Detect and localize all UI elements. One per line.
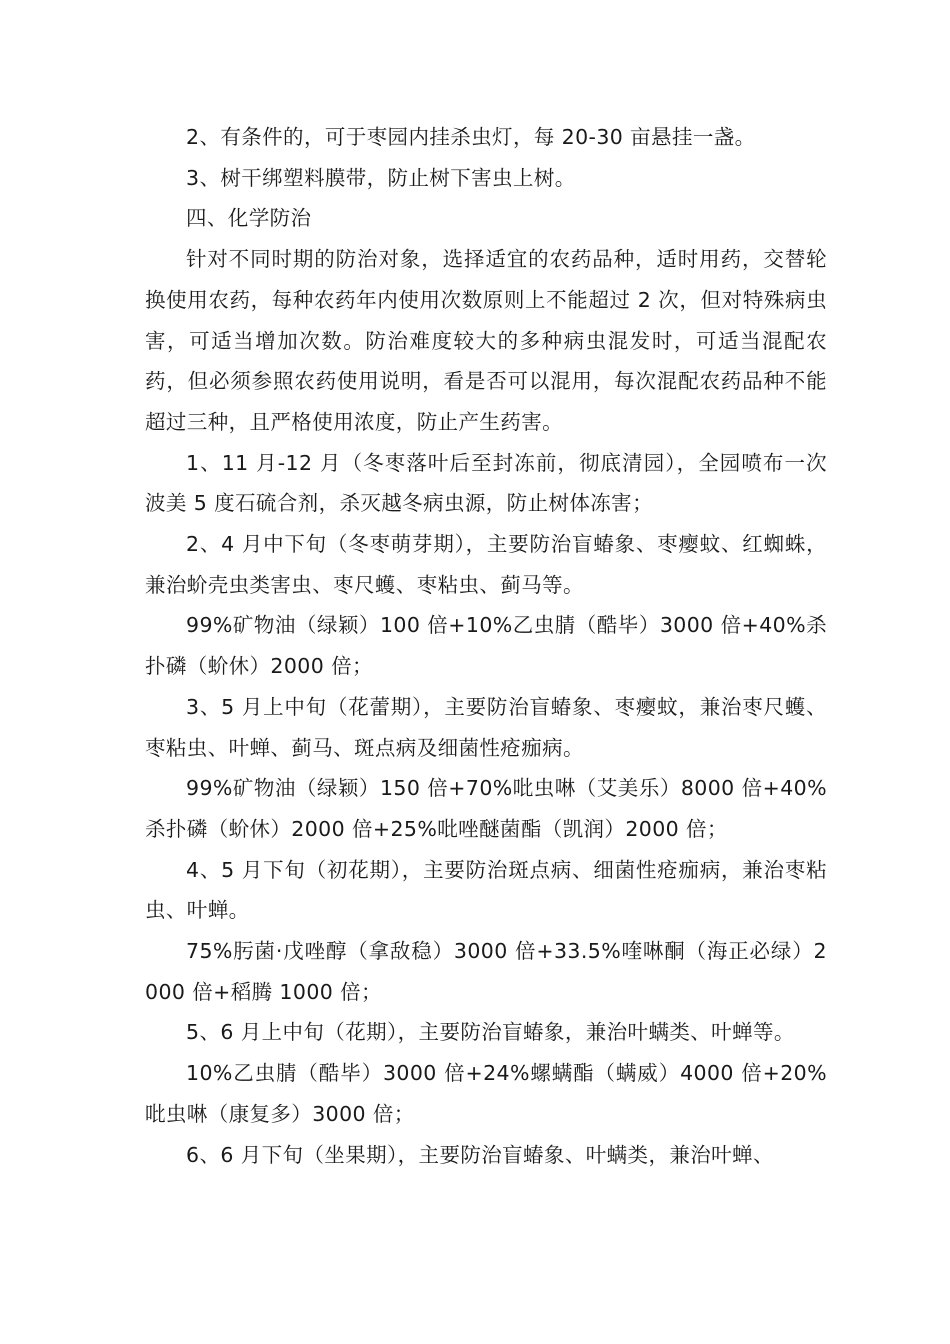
paragraph-insect-lamp: 2、有条件的，可于枣园内挂杀虫灯，每 20-30 亩悬挂一盏。 — [186, 125, 756, 149]
paragraph-step-1: 1、11 月-12 月（冬枣落叶后至封冻前，彻底清园），全园喷布一次波美 5 度石硫合剂，杀灭越冬病虫源，防止树体冻害； — [145, 450, 827, 516]
paragraph-chemical-intro: 针对不同时期的防治对象，选择适宜的农药品种，适时用药，交替轮换使用农药，每种农药年内使用次数原则上不能超过 2 次，但对特殊病虫害，可适当增加次数。防治难度较大的多种病虫混发时，可适当混配农药，但必须参照农药使用说明，看是否可以混用，每次混配农药品种不能超过三种，且严格使用浓度，防止产生药害。 — [145, 247, 827, 434]
paragraph-recipe-4: 75%肟菌·戊唑醇（拿敌稳）3000 倍+33.5%喹啉酮（海正必绿）2000 倍+稻腾 1000 倍； — [145, 939, 827, 1004]
section-heading-chemical-control: 四、化学防治 — [186, 206, 312, 231]
paragraph-step-5: 5、6 月上中旬（花期），主要防治盲蝽象，兼治叶螨类、叶蝉等。 — [186, 1020, 795, 1045]
paragraph-recipe-3: 99%矿物油（绿颖）150 倍+70%吡虫啉（艾美乐）8000 倍+40%杀扑磷（蚧休）2000 倍+25%吡唑醚菌酯（凯润）2000 倍； — [145, 776, 827, 841]
paragraph-recipe-2: 99%矿物油（绿颖）100 倍+10%乙虫腈（酷毕）3000 倍+40%杀扑磷（蚧休）2000 倍； — [145, 613, 827, 679]
paragraph-step-3: 3、5 月上中旬（花蕾期），主要防治盲蝽象、枣瘿蚊，兼治枣尺蠖、枣粘虫、叶蝉、蓟马、斑点病及细菌性疮痂病。 — [145, 694, 827, 760]
paragraph-step-6: 6、6 月下旬（坐果期），主要防治盲蝽象、叶螨类，兼治叶蝉、 — [186, 1142, 774, 1167]
document-body — [145, 117, 827, 1175]
paragraph-recipe-5: 10%乙虫腈（酷毕）3000 倍+24%螺螨酯（螨威）4000 倍+20%吡虫啉（康复多）3000 倍； — [145, 1061, 827, 1126]
paragraph-step-4: 4、5 月下旬（初花期），主要防治斑点病、细菌性疮痂病，兼治枣粘虫、叶蝉。 — [145, 857, 827, 923]
paragraph-trunk-film: 3、树干绑塑料膜带，防止树下害虫上树。 — [186, 165, 576, 190]
paragraph-step-2: 2、4 月中下旬（冬枣萌芽期），主要防治盲蝽象、枣瘿蚊、红蜘蛛，兼治蚧壳虫类害虫、枣尺蠖、枣粘虫、蓟马等。 — [145, 532, 827, 597]
